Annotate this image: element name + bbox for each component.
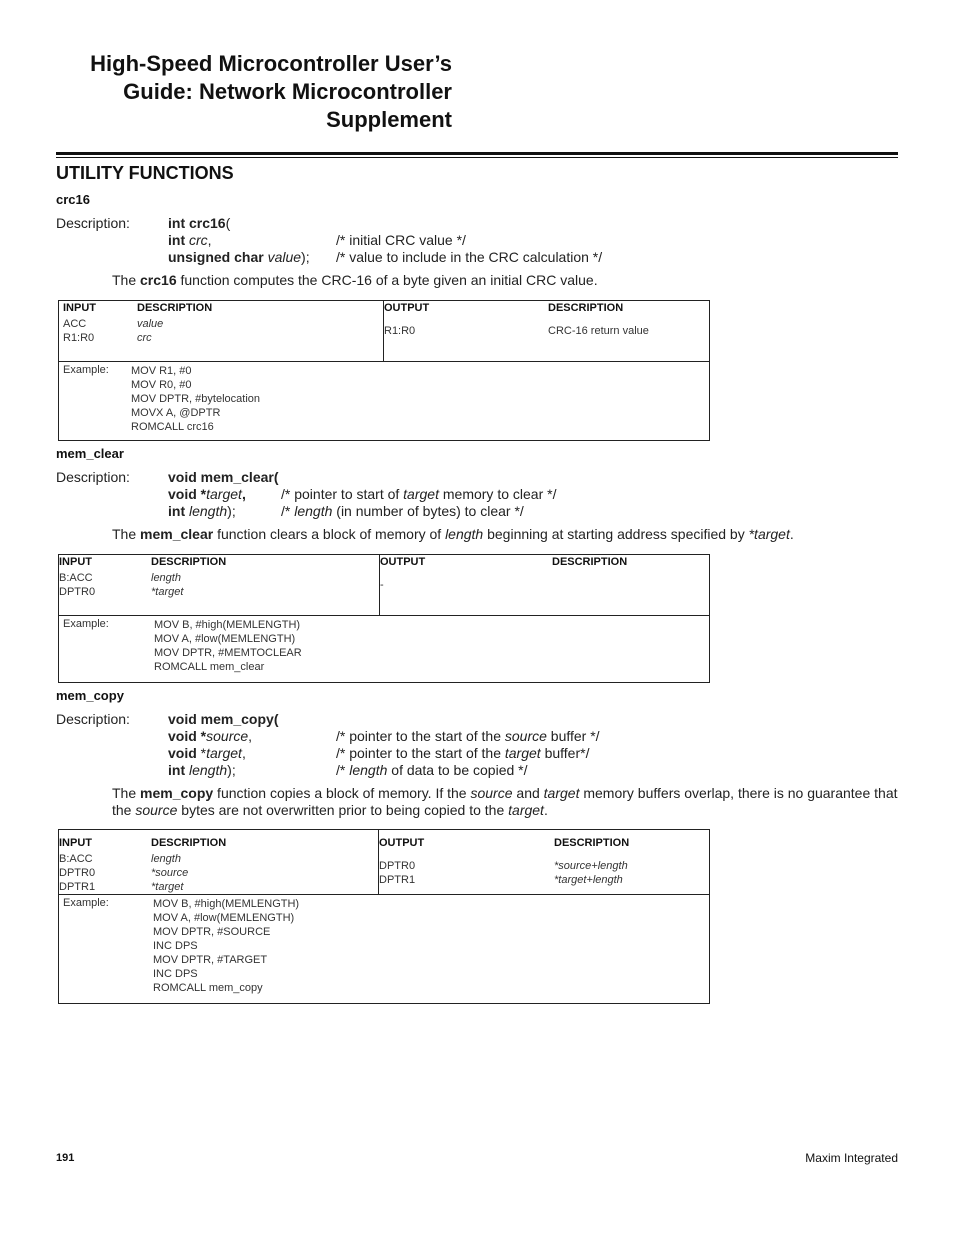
mem-copy-param-2	[168, 745, 246, 761]
mem-clear-example-cell	[59, 616, 710, 683]
mem-clear-output-desc-col	[552, 555, 710, 616]
crc16-input-header: INPUT	[63, 302, 96, 314]
comment-pre: /* pointer to start of	[281, 486, 404, 502]
mem-copy-param-1	[168, 728, 252, 744]
crc16-sig-name: int crc16	[168, 215, 226, 231]
mem-clear-signature: void mem_clear(	[168, 469, 279, 485]
mem-clear-output-reg: -	[380, 579, 384, 591]
crc16-input-reg: ACC	[63, 318, 87, 330]
mem-clear-input-desc: length	[151, 572, 181, 584]
mem-copy-param-2-comment	[336, 745, 589, 761]
crc16-p1-name: crc	[189, 232, 208, 248]
mem-copy-p3-punct: );	[227, 762, 236, 778]
comment-italic: length	[294, 503, 333, 519]
desc-italic: length	[445, 526, 484, 542]
mem-clear-io-table	[58, 554, 710, 683]
mem-copy-input-desc: *target	[151, 881, 184, 893]
mem-copy-example-code	[153, 897, 299, 995]
mem-clear-p2-type: int	[168, 503, 186, 519]
comment-italic: source	[504, 728, 547, 744]
crc16-desc-post: function computes the CRC-16 of a byte given an initial CRC value.	[176, 272, 598, 288]
crc16-description-label: Description:	[56, 215, 130, 231]
mem-copy-p2-type: void	[168, 745, 197, 761]
mem-copy-input-desc-col	[151, 830, 379, 895]
mem-copy-example-label: Example:	[63, 897, 109, 909]
mem-copy-param-1-comment	[336, 728, 600, 744]
crc16-input-desc: crc	[137, 332, 152, 344]
crc16-output-col	[384, 301, 549, 362]
comment-post: (in number of bytes) to clear */	[332, 503, 524, 519]
code-line: MOV B, #high(MEMLENGTH)	[154, 619, 301, 631]
code-line: INC DPS	[153, 940, 198, 952]
mem-copy-p3-type: int	[168, 762, 186, 778]
mem-clear-description-label: Description:	[56, 469, 130, 485]
mem-clear-input-reg: B:ACC	[59, 572, 93, 584]
crc16-output-desc-header: DESCRIPTION	[548, 302, 624, 314]
crc16-desc-pre: The	[112, 272, 141, 288]
crc16-input-desc-header: DESCRIPTION	[137, 302, 213, 314]
crc16-example-cell	[59, 362, 710, 441]
mem-clear-param-1	[168, 486, 246, 502]
crc16-p2-punct: );	[301, 249, 310, 265]
title-line-3: Supplement	[326, 107, 452, 132]
mem-copy-p3-name: length	[189, 762, 228, 778]
mem-copy-input-col	[59, 830, 152, 895]
crc16-param-1-comment: /* initial CRC value */	[336, 232, 466, 248]
mem-copy-p1-punct: ,	[248, 728, 253, 744]
section-title: UTILITY FUNCTIONS	[56, 163, 234, 183]
mem-clear-description	[112, 526, 794, 542]
code-line: MOV B, #high(MEMLENGTH)	[153, 898, 300, 910]
mem-copy-input-desc: *source	[151, 867, 189, 879]
crc16-desc-fn: crc16	[140, 272, 177, 288]
mem-copy-input-reg: B:ACC	[59, 853, 93, 865]
desc-fn: mem_copy	[140, 785, 214, 801]
mem-copy-output-desc: *target+length	[554, 874, 623, 886]
crc16-io-table	[58, 300, 710, 441]
crc16-output-desc-col	[548, 301, 710, 362]
crc16-heading: crc16	[56, 192, 90, 207]
code-line: MOV R0, #0	[131, 379, 192, 391]
mem-copy-output-desc: *source+length	[554, 860, 628, 872]
desc-text: and	[512, 785, 544, 801]
code-line: MOV DPTR, #TARGET	[153, 954, 268, 966]
desc-pre: The	[112, 785, 141, 801]
code-line: ROMCALL crc16	[131, 421, 214, 433]
mem-copy-param-3-comment	[336, 762, 528, 778]
desc-text: .	[789, 526, 794, 542]
desc-fn: mem_clear	[140, 526, 214, 542]
crc16-input-reg: R1:R0	[63, 332, 95, 344]
crc16-p2-type: unsigned char	[168, 249, 264, 265]
mem-clear-p1-punct: ,	[241, 486, 246, 502]
desc-text: beginning at starting address specified by	[483, 526, 749, 542]
code-line: MOV DPTR, #MEMTOCLEAR	[154, 647, 302, 659]
mem-clear-input-header: INPUT	[59, 556, 92, 568]
mem-copy-output-col	[379, 830, 555, 895]
crc16-example-code	[131, 364, 260, 434]
mem-copy-description-label: Description:	[56, 711, 130, 727]
crc16-example-label: Example:	[63, 364, 109, 376]
footer-company: Maxim Integrated	[805, 1151, 898, 1165]
crc16-sig-paren: (	[225, 215, 231, 231]
desc-text: .	[543, 802, 548, 818]
crc16-input-desc-col	[137, 301, 384, 362]
mem-clear-p1-type: void *	[168, 486, 207, 502]
mem-copy-p2-punct: ,	[241, 745, 246, 761]
code-line: INC DPS	[153, 968, 198, 980]
mem-copy-output-header: OUTPUT	[379, 837, 425, 849]
code-line: ROMCALL mem_clear	[154, 661, 265, 673]
mem-copy-param-3	[168, 762, 236, 778]
mem-clear-param-1-comment	[281, 486, 556, 502]
mem-copy-description	[112, 785, 898, 819]
mem-copy-example-cell	[59, 895, 710, 1004]
code-line: MOV DPTR, #bytelocation	[131, 393, 260, 405]
mem-clear-param-2	[168, 503, 236, 519]
mem-clear-output-header: OUTPUT	[380, 556, 426, 568]
comment-italic: length	[349, 762, 388, 778]
mem-clear-output-col	[380, 555, 553, 616]
mem-copy-p2-name: target	[206, 745, 242, 761]
code-line: MOVX A, @DPTR	[131, 407, 221, 419]
crc16-param-2-comment: /* value to include in the CRC calculation */	[336, 249, 603, 265]
code-line: MOV R1, #0	[131, 365, 192, 377]
desc-italic: *target	[748, 526, 790, 542]
crc16-output-reg: R1:R0	[384, 325, 416, 337]
document-title	[40, 50, 452, 134]
mem-clear-heading: mem_clear	[56, 446, 124, 461]
comment-post: buffer */	[546, 728, 600, 744]
mem-copy-input-reg: DPTR0	[59, 867, 96, 879]
crc16-description	[112, 272, 598, 288]
title-line-1: High-Speed Microcontroller User’s	[90, 51, 452, 76]
mem-copy-output-reg: DPTR0	[379, 860, 416, 872]
crc16-input-col	[59, 301, 138, 362]
mem-copy-output-desc-header: DESCRIPTION	[554, 837, 630, 849]
mem-clear-input-reg: DPTR0	[59, 586, 96, 598]
desc-text: function clears a block of memory of	[213, 526, 446, 542]
crc16-p1-type: int	[168, 232, 186, 248]
crc16-input-desc: value	[137, 318, 164, 330]
page-number: 191	[56, 1152, 75, 1164]
code-line: MOV A, #low(MEMLENGTH)	[154, 633, 296, 645]
desc-italic: target	[508, 802, 544, 818]
desc-text: memory buffers overlap, there is no guarantee that the	[112, 785, 898, 818]
mem-clear-p2-punct: );	[227, 503, 236, 519]
desc-italic: source	[135, 802, 178, 818]
mem-copy-input-reg: DPTR1	[59, 881, 96, 893]
mem-copy-signature: void mem_copy(	[168, 711, 279, 727]
desc-italic: target	[543, 785, 580, 801]
comment-post: memory to clear */	[438, 486, 557, 502]
comment-pre: /* pointer to the start of the	[336, 745, 505, 761]
mem-clear-input-desc-header: DESCRIPTION	[151, 556, 227, 568]
mem-copy-p2-star: *	[196, 745, 207, 761]
crc16-p2-name: value	[267, 249, 302, 265]
mem-copy-input-desc-header: DESCRIPTION	[151, 837, 227, 849]
comment-post: buffer*/	[540, 745, 590, 761]
header-rule-thin	[56, 157, 898, 158]
crc16-output-header: OUTPUT	[384, 302, 430, 314]
mem-copy-output-reg: DPTR1	[379, 874, 416, 886]
crc16-signature	[168, 215, 230, 231]
comment-italic: target	[403, 486, 439, 502]
comment-post: of data to be copied */	[387, 762, 528, 778]
comment-pre: /*	[336, 762, 350, 778]
mem-copy-input-desc: length	[151, 853, 181, 865]
comment-pre: /* pointer to the start of the	[336, 728, 505, 744]
crc16-param-2	[168, 249, 310, 265]
mem-clear-input-col	[59, 555, 152, 616]
desc-text: function copies a block of memory. If the	[213, 785, 471, 801]
mem-copy-output-desc-col	[554, 830, 710, 895]
mem-clear-p2-name: length	[189, 503, 228, 519]
mem-clear-example-label: Example:	[63, 618, 109, 630]
mem-clear-input-desc-col	[151, 555, 380, 616]
mem-copy-p1-name: source	[206, 728, 249, 744]
code-line: MOV A, #low(MEMLENGTH)	[153, 912, 295, 924]
crc16-param-1	[168, 232, 212, 248]
mem-clear-output-desc-header: DESCRIPTION	[552, 556, 628, 568]
crc16-output-desc: CRC-16 return value	[548, 325, 649, 337]
comment-italic: target	[504, 745, 541, 761]
code-line: MOV DPTR, #SOURCE	[153, 926, 271, 938]
code-line: ROMCALL mem_copy	[153, 982, 263, 994]
mem-copy-io-table	[58, 829, 710, 1004]
desc-text: bytes are not overwritten prior to being copied to the	[177, 802, 509, 818]
mem-clear-param-2-comment	[281, 503, 524, 519]
title-line-2: Guide: Network Microcontroller	[123, 79, 452, 104]
header-rule-thick	[56, 152, 898, 155]
crc16-p1-punct: ,	[207, 232, 212, 248]
mem-clear-p1-name: target	[206, 486, 242, 502]
mem-copy-heading: mem_copy	[56, 688, 124, 703]
desc-pre: The	[112, 526, 141, 542]
mem-clear-input-desc: *target	[151, 586, 184, 598]
mem-clear-example-code	[154, 618, 302, 674]
mem-copy-p1-type: void *	[168, 728, 207, 744]
mem-copy-input-header: INPUT	[59, 837, 92, 849]
comment-pre: /*	[281, 503, 295, 519]
desc-italic: source	[470, 785, 513, 801]
